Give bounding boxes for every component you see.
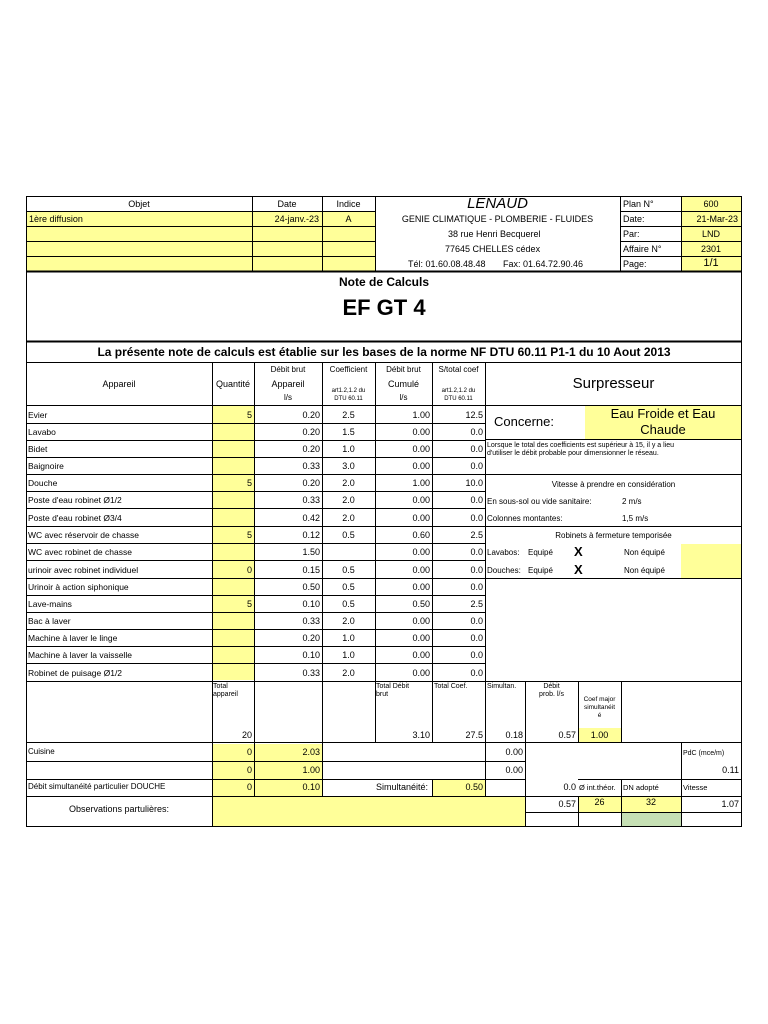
- robinets-title: Robinets à fermeture temporisée: [555, 531, 672, 540]
- company-address1: 38 rue Henri Becquerel: [448, 229, 541, 239]
- debit-prob-label2: prob. l/s: [539, 691, 564, 698]
- objet-value[interactable]: 1ère diffusion: [29, 214, 83, 224]
- appliance-debit: 0.42: [302, 513, 320, 523]
- appliance-stotal: 0.0: [470, 633, 483, 643]
- appliance-coef: 0.5: [342, 599, 355, 609]
- coef-major-label2: simultanéit: [583, 704, 616, 711]
- pdc-value: 0.11: [722, 765, 739, 775]
- appliance-name: Bidet: [28, 444, 48, 454]
- cuisine-value[interactable]: 2.03: [302, 747, 320, 757]
- appliance-stotal: 0.0: [470, 427, 483, 437]
- page-value[interactable]: 1/1: [703, 257, 719, 269]
- cuisine-qty[interactable]: 0: [246, 747, 252, 757]
- col-cumule-unit: l/s: [399, 393, 408, 402]
- company-address2: 77645 CHELLES cédex: [445, 244, 541, 254]
- appliance-name: Poste d'eau robinet Ø1/2: [28, 495, 122, 505]
- appliance-name: Urinoir à action siphonique: [28, 582, 129, 592]
- appliance-debit: 0.33: [302, 616, 320, 626]
- page-label: Page:: [623, 259, 647, 269]
- appliance-coef: 1.0: [342, 650, 355, 660]
- appliance-debit: 0.12: [302, 530, 320, 540]
- total-coef-label: Total Coef.: [434, 683, 468, 690]
- appliance-name: WC avec robinet de chasse: [28, 547, 132, 557]
- coef-major-label1: Coef major: [583, 696, 616, 703]
- appliance-stotal: 0.0: [470, 668, 483, 678]
- concerne-label: Concerne:: [494, 414, 554, 429]
- appliance-name: Evier: [28, 410, 48, 420]
- appliance-coef: 2.0: [342, 668, 355, 678]
- col-cumule: Cumulé: [387, 379, 419, 389]
- appliance-qty[interactable]: 5: [246, 599, 252, 609]
- lavabos-equipe-label: Equipé: [528, 548, 553, 557]
- appliance-qty[interactable]: 5: [246, 478, 252, 488]
- douches-label: Douches:: [487, 566, 521, 575]
- colonnes-label: Colonnes montantes:: [487, 514, 563, 523]
- appliance-coef: 3.0: [342, 461, 355, 471]
- concerne-value-line2[interactable]: Chaude: [640, 422, 686, 437]
- appliance-name: Machine à laver le linge: [28, 633, 118, 643]
- cuisine-label: Cuisine: [28, 747, 55, 756]
- appliance-stotal: 0.0: [470, 513, 483, 523]
- appliance-cumul: 0.60: [412, 530, 430, 540]
- norme-statement: La présente note de calculs est établie sur les bases de la norme NF DTU 60.11 P1-1 du 10 Aout 2013: [97, 345, 671, 359]
- date-label: Date: [277, 199, 297, 209]
- appliance-name: Robinet de puisage Ø1/2: [28, 668, 123, 678]
- debit-prob-label1: Débit: [543, 683, 560, 690]
- appliance-name: Baignoire: [28, 461, 64, 471]
- appliance-stotal: 0.0: [470, 565, 483, 575]
- date2-label: Date:: [623, 214, 645, 224]
- appliance-cumul: 1.00: [412, 478, 430, 488]
- simultan-value: 0.18: [505, 730, 523, 740]
- appliance-stotal: 0.0: [470, 616, 483, 626]
- total-appareil-label2: appareil: [213, 691, 238, 698]
- lavabos-label: Lavabos:: [487, 548, 520, 557]
- total-coef-value: 27.5: [465, 730, 483, 740]
- colonnes-value: 1,5 m/s: [622, 514, 649, 523]
- col-stotal-art: art1.2,1.2 du: [441, 388, 476, 394]
- appliance-cumul: 0.00: [412, 513, 430, 523]
- date-value[interactable]: 24-janv.-23: [274, 214, 319, 224]
- simultaneite-value[interactable]: 0.50: [465, 782, 483, 792]
- col-stotal-dtu: DTU 60.11: [444, 396, 473, 402]
- dn-value[interactable]: 32: [645, 797, 656, 807]
- final-debit-value: 0.57: [558, 799, 576, 809]
- surpresseur-title: Surpresseur: [572, 375, 655, 392]
- appliance-stotal: 2.5: [470, 530, 483, 540]
- plan-value[interactable]: 600: [703, 199, 719, 209]
- plan-label: Plan N°: [623, 199, 654, 209]
- appliance-coef: 0.5: [342, 530, 355, 540]
- douche-simul-label: Débit simultanéité particulier DOUCHE: [28, 782, 166, 791]
- col-appareil: Appareil: [102, 379, 136, 389]
- appliance-name: urinoir avec robinet individuel: [28, 565, 139, 575]
- vitesse-value: 1.07: [721, 799, 739, 809]
- page-title: EF GT 4: [342, 295, 426, 320]
- douche-simul-value[interactable]: 0.10: [302, 782, 320, 792]
- col-debit-appareil: Appareil: [271, 379, 305, 389]
- affaire-label: Affaire N°: [623, 244, 662, 254]
- total-debit-value: 3.10: [412, 730, 430, 740]
- concerne-value-line1[interactable]: Eau Froide et Eau: [610, 406, 716, 421]
- appliance-debit: 0.50: [302, 582, 320, 592]
- col-coef-art: art1.2,1.2 du: [331, 388, 366, 394]
- col-debit-unit: l/s: [284, 393, 292, 402]
- appliance-stotal: 0.0: [470, 495, 483, 505]
- appliance-coef: 2.5: [342, 410, 355, 420]
- appliance-name: Douche: [28, 478, 58, 488]
- appliance-cumul: 0.00: [412, 668, 430, 678]
- appliance-debit: 1.50: [302, 547, 320, 557]
- appliance-debit: 0.20: [302, 427, 320, 437]
- appliance-qty[interactable]: 0: [246, 565, 252, 575]
- company-name: LENAUD: [467, 195, 528, 212]
- appliance-cumul: 0.50: [412, 599, 430, 609]
- appliance-name: Lavabo: [28, 427, 56, 437]
- vitesse-title: Vitesse à prendre en considération: [551, 480, 676, 489]
- lavabos-non-equipe-label: Non équipé: [624, 548, 665, 557]
- extra-row2-result: 0.00: [505, 765, 523, 775]
- appliance-name: Bac à laver: [28, 616, 71, 626]
- cuisine-result: 0.00: [505, 747, 523, 757]
- appliance-qty[interactable]: 5: [246, 410, 252, 420]
- appliance-stotal: 0.0: [470, 650, 483, 660]
- appliance-debit: 0.20: [302, 633, 320, 643]
- sous-sol-value: 2 m/s: [622, 497, 642, 506]
- appliance-coef: 0.5: [342, 582, 355, 592]
- appliance-cumul: 0.00: [412, 444, 430, 454]
- company-tel: Tél: 01.60.08.48.48: [408, 259, 486, 269]
- appliance-stotal: 0.0: [470, 444, 483, 454]
- douche-simul-qty[interactable]: 0: [246, 782, 252, 792]
- sous-sol-label: En sous-sol ou vide sanitaire:: [487, 497, 592, 506]
- vitesse-label: Vitesse: [683, 783, 708, 792]
- appliance-stotal: 0.0: [470, 547, 483, 557]
- col-debit-brut2: Débit brut: [386, 365, 421, 374]
- col-debit-brut: Débit brut: [270, 365, 306, 374]
- lavabos-equipe-check[interactable]: X: [574, 544, 583, 559]
- appliance-debit: 0.20: [302, 478, 320, 488]
- col-coef-dtu: DTU 60.11: [334, 396, 363, 402]
- date2-value[interactable]: 21-Mar-23: [696, 214, 738, 224]
- appliance-coef: 1.0: [342, 444, 355, 454]
- appliance-cumul: 0.00: [412, 461, 430, 471]
- extra-row2-value[interactable]: 1.00: [302, 765, 320, 775]
- coef-note-line2: d'utiliser le débit probable pour dimensionner le réseau.: [487, 450, 659, 457]
- simultan-label: Simultan.: [487, 683, 517, 690]
- col-quantite: Quantité: [215, 379, 251, 389]
- appliance-stotal: 0.0: [470, 582, 483, 592]
- appliance-cumul: 0.00: [412, 582, 430, 592]
- appliance-debit: 0.20: [302, 410, 320, 420]
- observations-label: Observations partulières:: [68, 804, 170, 814]
- appliance-debit: 0.15: [302, 565, 320, 575]
- appliance-stotal: 0.0: [470, 461, 483, 471]
- appliance-coef: 1.5: [342, 427, 355, 437]
- douche-simul-result: 0.0: [563, 782, 576, 792]
- appliance-debit: 0.20: [302, 444, 320, 454]
- col-coefficient: Coefficient: [329, 365, 368, 374]
- appliance-coef: 2.0: [342, 478, 355, 488]
- appliance-debit: 0.33: [302, 495, 320, 505]
- appliance-coef: 2.0: [342, 513, 355, 523]
- appliance-coef: 2.0: [342, 495, 355, 505]
- affaire-value[interactable]: 2301: [700, 244, 722, 254]
- coef-note-line1: Lorsque le total des coefficients est supérieur à 15, il y a lieu: [487, 442, 675, 449]
- appliance-stotal: 10.0: [465, 478, 483, 488]
- appliance-cumul: 0.00: [412, 633, 430, 643]
- appliance-stotal: 2.5: [470, 599, 483, 609]
- total-appareil-label1: Total: [213, 683, 228, 690]
- company-desc: GENIE CLIMATIQUE - PLOMBERIE - FLUIDES: [401, 214, 594, 224]
- douches-non-equipe-label: Non équipé: [624, 566, 665, 575]
- note-title: Note de Calculs: [338, 275, 430, 289]
- appliance-coef: 0.5: [342, 565, 355, 575]
- diam-value: 26: [594, 797, 605, 807]
- appliance-cumul: 0.00: [412, 616, 430, 626]
- indice-label: Indice: [336, 199, 361, 209]
- appliance-stotal: 12.5: [465, 410, 483, 420]
- par-label: Par:: [623, 229, 640, 239]
- col-stotal: S/total coef: [438, 365, 479, 374]
- company-fax: Fax: 01.64.72.90.46: [503, 259, 584, 269]
- debit-prob-value: 0.57: [558, 730, 576, 740]
- appliance-name: Poste d'eau robinet Ø3/4: [28, 513, 122, 523]
- appliance-cumul: 0.00: [412, 427, 430, 437]
- appliance-cumul: 0.00: [412, 565, 430, 575]
- appliance-debit: 0.10: [302, 599, 320, 609]
- total-debit-label1: Total Débit: [376, 683, 410, 690]
- appliance-debit: 0.10: [302, 650, 320, 660]
- pdc-label: PdC (mce/m): [683, 750, 725, 757]
- simultaneite-label: Simultanéité:: [376, 782, 429, 792]
- appliance-cumul: 0.00: [412, 495, 430, 505]
- appliance-name: WC avec réservoir de chasse: [28, 530, 140, 540]
- coef-major-label3: é: [597, 712, 602, 719]
- dn-label: DN adopté: [623, 783, 659, 792]
- total-debit-label2: brut: [376, 691, 389, 698]
- appliance-cumul: 0.00: [412, 547, 430, 557]
- appliance-qty[interactable]: 5: [246, 530, 252, 540]
- extra-row2-qty[interactable]: 0: [246, 765, 252, 775]
- appliance-cumul: 0.00: [412, 650, 430, 660]
- appliance-debit: 0.33: [302, 461, 320, 471]
- appliance-coef: 2.0: [342, 616, 355, 626]
- coef-major-value[interactable]: 1.00: [590, 730, 609, 740]
- douches-equipe-check[interactable]: X: [574, 562, 583, 577]
- appliance-name: Machine à laver la vaisselle: [28, 650, 132, 660]
- indice-value[interactable]: A: [345, 214, 352, 224]
- appliance-name: Lave-mains: [28, 599, 72, 609]
- par-value[interactable]: LND: [701, 229, 720, 239]
- appliance-coef: 1.0: [342, 633, 355, 643]
- douches-equipe-label: Equipé: [528, 566, 553, 575]
- appliance-debit: 0.33: [302, 668, 320, 678]
- diam-label: Ø int.théor.: [579, 783, 616, 792]
- objet-label: Objet: [128, 199, 150, 209]
- appliance-cumul: 1.00: [412, 410, 430, 420]
- total-appareil-value: 20: [241, 730, 252, 740]
